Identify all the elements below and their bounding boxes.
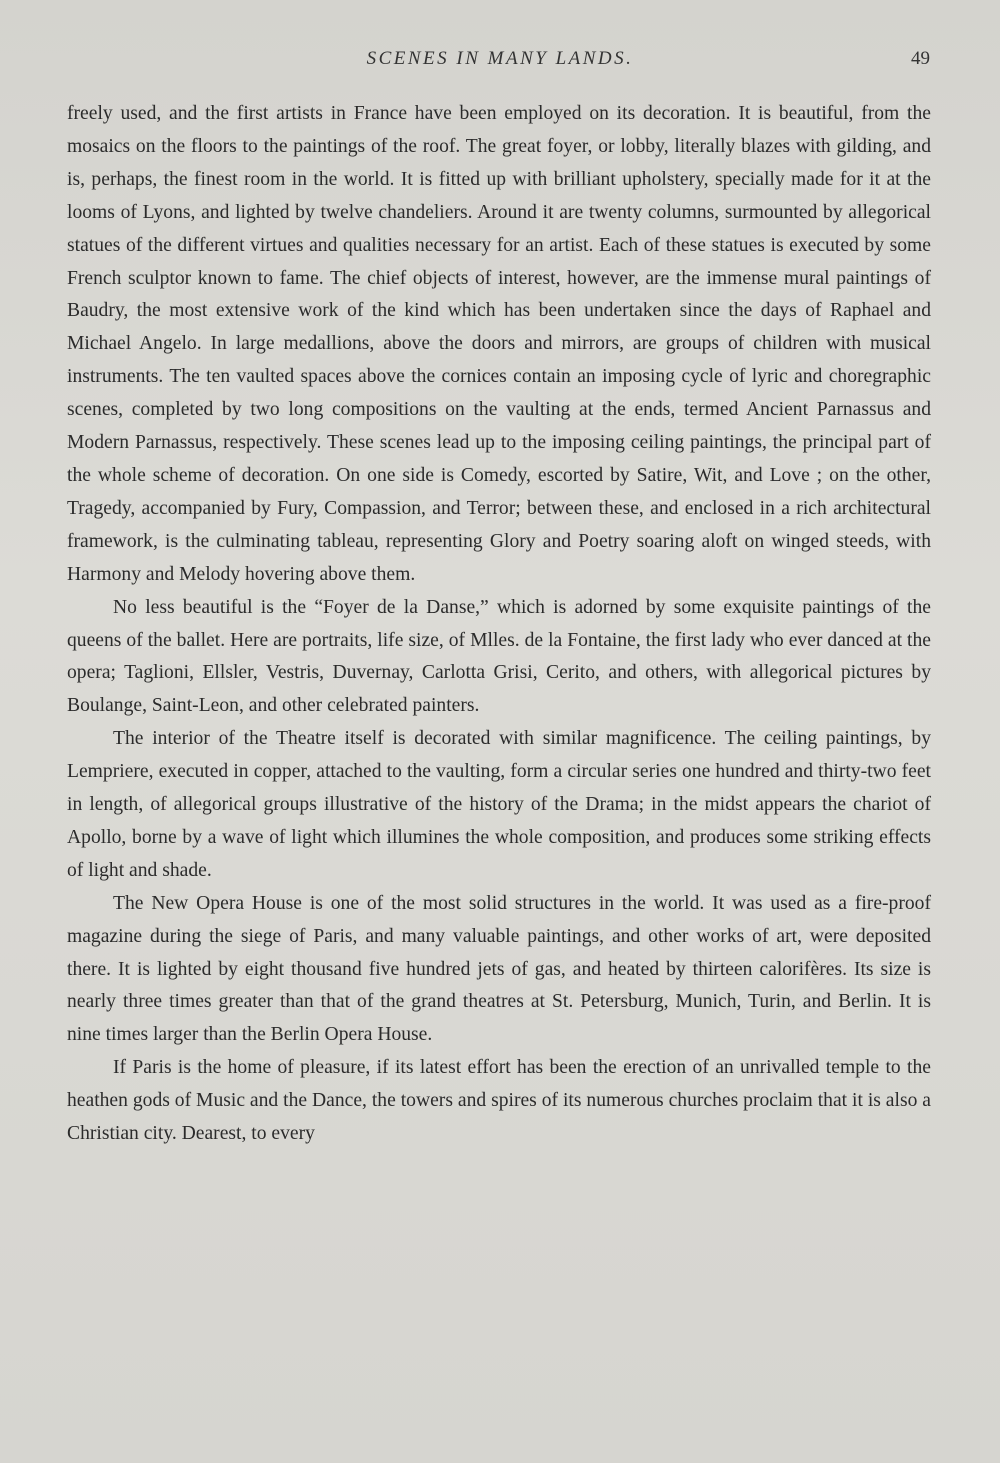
- page-number: 49: [911, 48, 930, 69]
- paragraph-new-opera-house: The New Opera House is one of the most solid structures in the world. It was used as a fire-proof magazine during the siege of Paris, and many valuable paintings, and other works of art, were deposited there. It is lighted by eight thousand five hundred jets of gas, and heated by thirteen calorifères. Its size is nearly three times greater than that of the grand theatres at St. Petersburg, Munich, Turin, and Berlin. It is nine times larger than the Berlin Opera House.: [67, 892, 931, 1046]
- paragraph-paris-churches: If Paris is the home of pleasure, if its latest effort has been the erection of an unrivalled temple to the heathen gods of Music and the Dance, the towers and spires of its numerous churches proclaim that it is also a Christian city. Dearest, to every: [67, 1057, 931, 1145]
- paragraph-foyer-de-la-danse: No less beautiful is the “Foyer de la Danse,” which is adorned by some exquisite paintings of the queens of the ballet. Here are portraits, life size, of Mlles. de la Fontaine, the first lady who ever danced at the opera; Taglioni, Ellsler, Vestris, Duvernay, Carlotta Grisi, Cerito, and others, with allegorical pictures by Boulange, Saint-Leon, and other celebrated painters.: [67, 596, 931, 717]
- running-head: [0, 44, 1000, 76]
- paragraph-theatre-interior: The interior of the Theatre itself is decorated with similar magnificence. The ceiling paintings, by Lempriere, executed in copper, attached to the vaulting, form a circular series one hundred and thirty-two feet in length, of allegorical groups illustrative of the history of the Drama; in the midst appears the chariot of Apollo, borne by a wave of light which illumines the whole composition, and produces some striking effects of light and shade.: [67, 728, 931, 881]
- running-title: SCENES IN MANY LANDS.: [366, 48, 634, 69]
- body-text: [67, 98, 931, 1151]
- paragraph-continued: freely used, and the first artists in France have been employed on its decoration. It is beautiful, from the mosaics on the floors to the paintings of the roof. The great foyer, or lobby, literally blazes with gilding, and is, perhaps, the finest room in the world. It is fitted up with brilliant upholstery, specially made for it at the looms of Lyons, and lighted by twelve chandeliers. Around it are twenty columns, surmounted by allegorical statues of the different virtues and qualities necessary for an artist. Each of these statues is executed by some French sculptor known to fame. The chief objects of interest, however, are the immense mural paintings of Baudry, the most extensive work of the kind which has been undertaken since the days of Raphael and Michael Angelo. In large medallions, above the doors and mirrors, are groups of children with musical instruments. The ten vaulted spaces above the cornices contain an imposing cycle of lyric and choregraphic scenes, completed by two long compositions on the vaulting at the ends, termed Ancient Parnassus and Modern Parnassus, respectively. These scenes lead up to the imposing ceiling paintings, the principal part of the whole scheme of decoration. On one side is Comedy, escorted by Satire, Wit, and Love ; on the other, Tragedy, accompanied by Fury, Compassion, and Terror; between these, and enclosed in a rich architectural framework, is the culminating tableau, representing Glory and Poetry soaring aloft on winged steeds, with Harmony and Melody hovering above them.: [67, 103, 931, 585]
